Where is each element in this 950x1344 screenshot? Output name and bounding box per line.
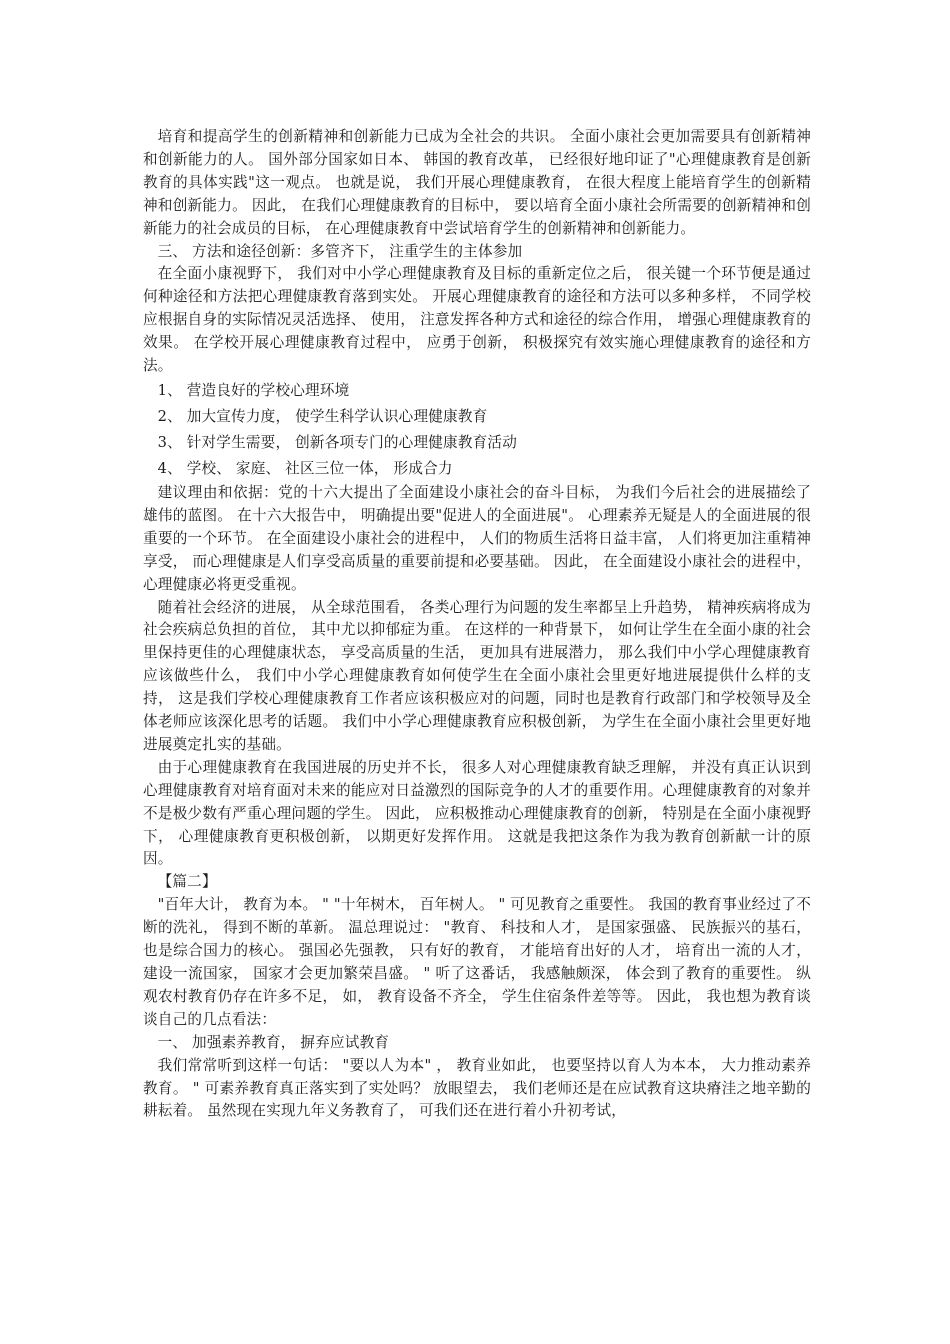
document-body <box>143 126 811 1123</box>
paragraph-background: 随着社会经济的进展， 从全球范围看， 各类心理行为问题的发生率都呈上升趋势， 精神疾病将成为社会疾病总负担的首位， 其中尤以抑郁症为重。 在这样的一种背景下， 如何让学生在全面小康的社会里保持更佳的心理健康状态， 享受高质量的生活， 更加具有进展潜力， 那么我们中小学心理健康教育应该做些什么， 我们中小学心理健康教育如何使学生在全面小康社会里更好地进展提供什么样的支持， 这是我们学校心理健康教育工作者应该积极应对的问题，同时也是教育行政部门和学校领导及全体老师应该深化思考的话题。 我们中小学心理健康教育应积极创新， 为学生在全面小康社会里更好地进展奠定扎实的基础。 <box>143 598 811 753</box>
list-item-3: 3、 针对学生需要， 创新各项专门的心理健康教育活动 <box>157 433 518 451</box>
paragraph-quality-education: 我们常常听到这样一句话： "要以人为本" ， 教育业如此， 也要坚持以育人为本本， 大力推动素养教育。 " 可素养教育真正落实到了实处吗？ 放眼望去， 我们老师还是在应试教育这块瘠洼之地辛勤的耕耘着。 虽然现在实现九年义务教育了， 可我们还在进行着小升初考试， <box>143 1056 811 1120</box>
paragraph-rationale: 建议理由和依据：党的十六大提出了全面建设小康社会的奋斗目标， 为我们今后社会的进展描绘了雄伟的蓝图。 在十六大报告中， 明确提出要"促进人的全面进展"。 心理素养无疑是人的全面进展的很重要的一个环节。 在全面建设小康社会的进程中， 人们的物质生活将日益丰富， 人们将更加注重精神享受， 而心理健康是人们享受高质量的重要前提和必要基础。 因此， 在全面建设小康社会的进程中， 心理健康必将更受重视。 <box>143 483 811 593</box>
section-heading-methods: 三、 方法和途径创新：多管齐下， 注重学生的主体参加 <box>157 242 523 260</box>
paragraph-education-importance: "百年大计， 教育为本。 " "十年树木， 百年树人。 " 可见教育之重要性。 我国的教育事业经过了不断的洗礼， 得到不断的革新。 温总理说过： "教育、 科技和人才， 是国家强盛、 民族振兴的基石， 也是综合国力的核心。 强国必先强教， 只有好的教育， 才能培育出好的人才， 培育出一流的人才， 建设一流国家， 国家才会更加繁荣昌盛。 " 听了这番话， 我感触颇深， 体会到了教育的重要性。 纵观农村教育仍存在许多不足， 如， 教育设备不齐全， 学生住宿条件差等等。 因此， 我也想为教育谈谈自己的几点看法： <box>143 896 811 1028</box>
paragraph-reason: 由于心理健康教育在我国进展的历史并不长， 很多人对心理健康教育缺乏理解， 并没有真正认识到心理健康教育对培育面对未来的能应对日益激烈的国际竞争的人才的重要作用。心理健康教育的对象并不是极少数有严重心理问题的学生。 因此， 应积极推动心理健康教育的创新， 特别是在全面小康视野下， 心理健康教育更积极创新， 以期更好发挥作用。 这就是我把这条作为我为教育创新献一计的原因。 <box>143 758 811 868</box>
section-mark-part-two: 【篇二】 <box>157 873 217 891</box>
section-heading-quality-education: 一、 加强素养教育， 摒弃应试教育 <box>157 1033 390 1051</box>
list-item-1: 1、 营造良好的学校心理环境 <box>157 381 350 399</box>
list-item-2: 2、 加大宣传力度， 使学生科学认识心理健康教育 <box>157 407 488 425</box>
paragraph-methods: 在全面小康视野下， 我们对中小学心理健康教育及目标的重新定位之后， 很关键一个环节便是通过何种途径和方法把心理健康教育落到实处。 开展心理健康教育的途径和方法可以多种多样， 不同学校应根据自身的实际情况灵活选择、 使用， 注意发挥各种方式和途径的综合作用， 增强心理健康教育的效果。 在学校开展心理健康教育过程中， 应勇于创新， 积极探究有效实施心理健康教育的途径和方法。 <box>143 265 811 375</box>
paragraph-innovation-consensus: 培育和提高学生的创新精神和创新能力已成为全社会的共识。 全面小康社会更加需要具有创新精神和创新能力的人。 国外部分国家如日本、 韩国的教育改革， 已经很好地印证了"心理健康教育是创新教育的具体实践"这一观点。 也就是说， 我们开展心理健康教育， 在很大程度上能培育学生的创新精神和创新能力。 因此， 在我们心理健康教育的目标中， 要以培育全面小康社会所需要的创新精神和创新能力的社会成员的目标， 在心理健康教育中尝试培育学生的创新精神和创新能力。 <box>143 128 811 237</box>
list-item-4: 4、 学校、 家庭、 社区三位一体， 形成合力 <box>157 459 453 477</box>
